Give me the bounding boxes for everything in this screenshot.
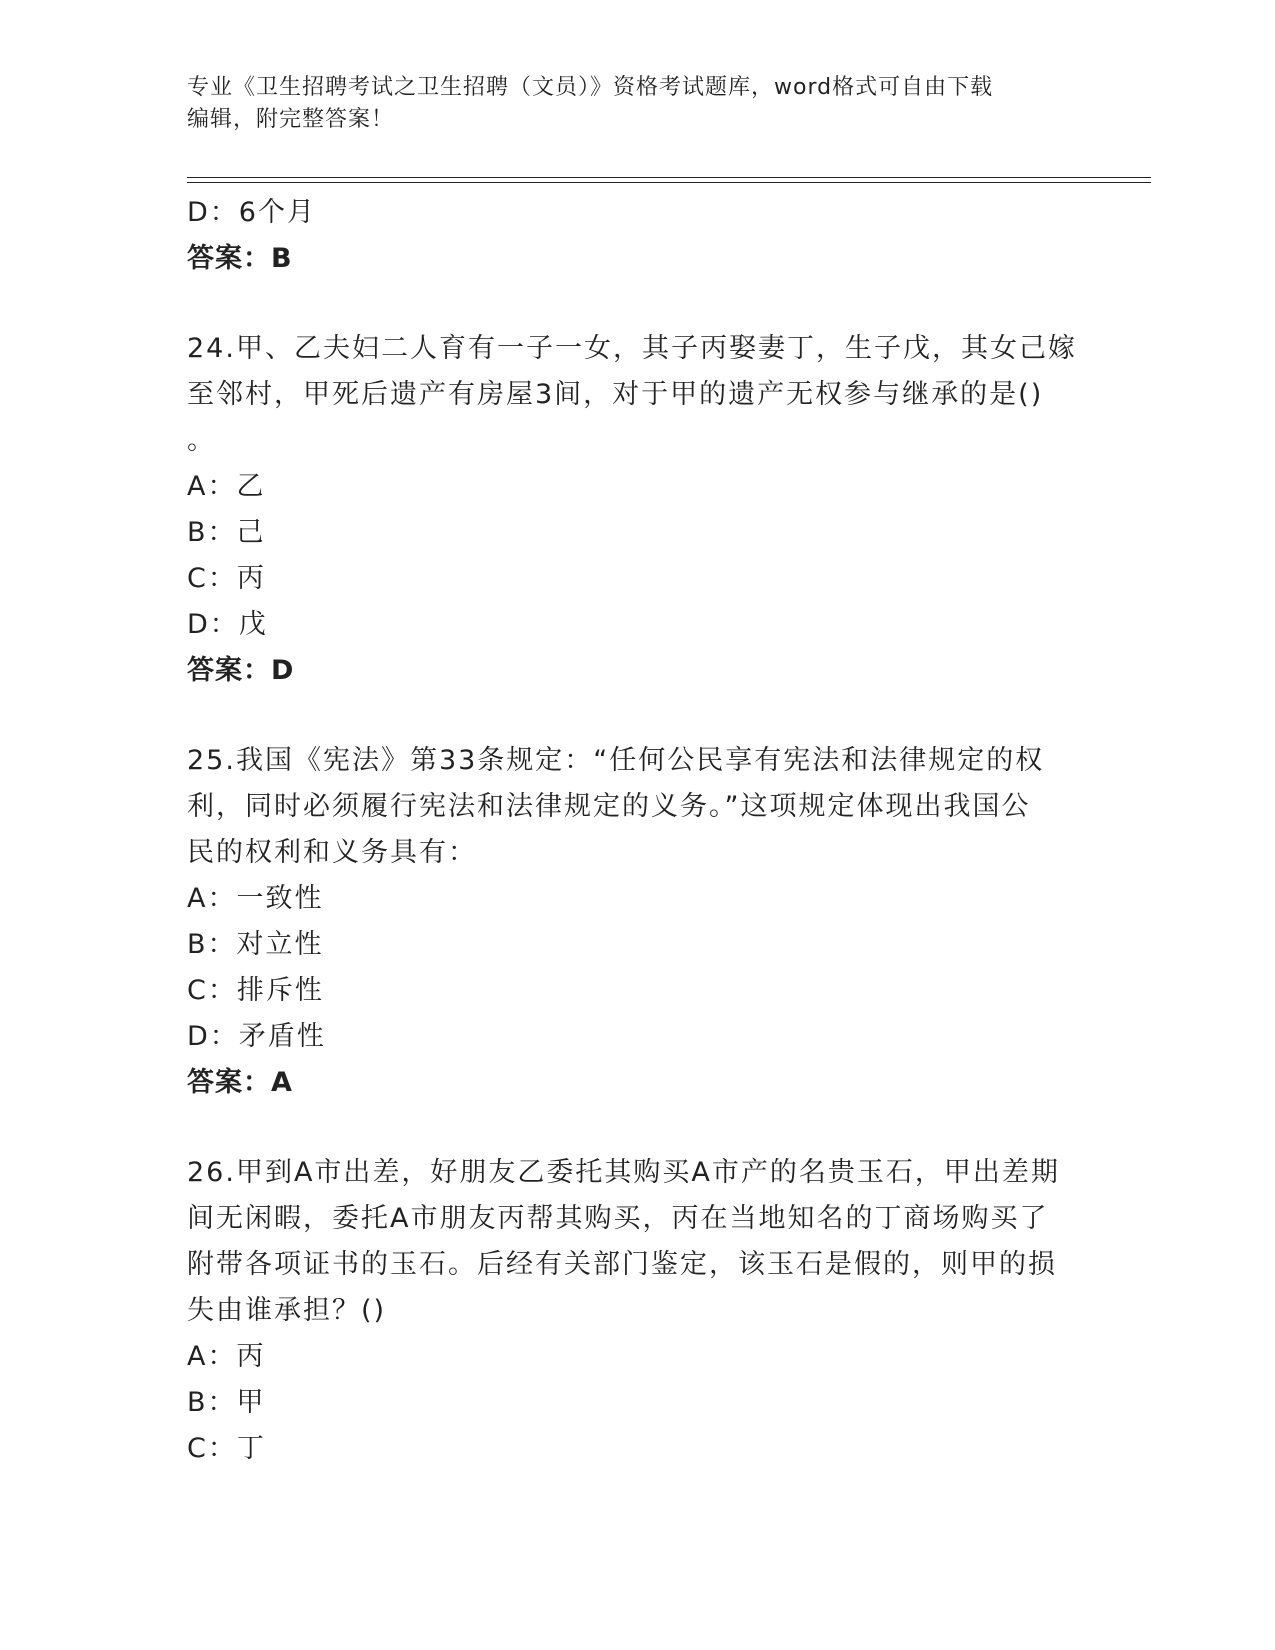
question-24 — [187, 326, 1087, 694]
header-line-2: 编辑，附完整答案！ — [187, 107, 395, 132]
header-rule-bottom — [187, 182, 1151, 183]
document-body — [187, 190, 1087, 1472]
question-text-line: 24.甲、乙夫妇二人育有一子一女，其子丙娶妻丁，生子戊，其女己嫁 — [187, 333, 1077, 364]
option-b: B：对立性 — [187, 929, 324, 960]
answer: 答案：A — [187, 1067, 293, 1098]
answer: 答案：B — [187, 243, 293, 274]
document-header — [187, 72, 1067, 136]
option-d: D：矛盾性 — [187, 1021, 326, 1052]
option-a: A：一致性 — [187, 883, 324, 914]
question-text-line: 附带各项证书的玉石。后经有关部门鉴定，该玉石是假的，则甲的损 — [187, 1249, 1057, 1280]
question-text-line: 民的权利和义务具有： — [187, 837, 477, 868]
option-a: A：乙 — [187, 471, 266, 502]
option-a: A：丙 — [187, 1341, 266, 1372]
question-text-line: 间无闲暇，委托A市朋友丙帮其购买，丙在当地知名的丁商场购买了 — [187, 1203, 1049, 1234]
question-text-line: 至邻村，甲死后遗产有房屋3间，对于甲的遗产无权参与继承的是() — [187, 379, 1044, 410]
option-b: B：甲 — [187, 1387, 266, 1418]
option-d: D：6个月 — [187, 197, 316, 228]
option-c: C：排斥性 — [187, 975, 324, 1006]
question-text-line: 利，同时必须履行宪法和法律规定的义务。”这项规定体现出我国公 — [187, 791, 1031, 822]
option-c: C：丙 — [187, 563, 266, 594]
header-line-1: 专业《卫生招聘考试之卫生招聘（文员）》资格考试题库，word格式可自由下载 — [187, 75, 994, 100]
question-text-line: 25.我国《宪法》第33条规定：“任何公民享有宪法和法律规定的权 — [187, 745, 1045, 776]
option-d: D：戊 — [187, 609, 268, 640]
question-26 — [187, 1150, 1087, 1472]
option-b: B：己 — [187, 517, 266, 548]
header-rule-top — [187, 177, 1151, 178]
option-c: C：丁 — [187, 1433, 266, 1464]
question-text-line: 失由谁承担？() — [187, 1295, 387, 1326]
question-text-line: 26.甲到A市出差，好朋友乙委托其购买A市产的名贵玉石，甲出差期 — [187, 1157, 1060, 1188]
question-25 — [187, 738, 1087, 1106]
answer: 答案：D — [187, 655, 295, 686]
previous-question-tail — [187, 190, 1087, 282]
question-text-line: 。 — [187, 425, 216, 456]
